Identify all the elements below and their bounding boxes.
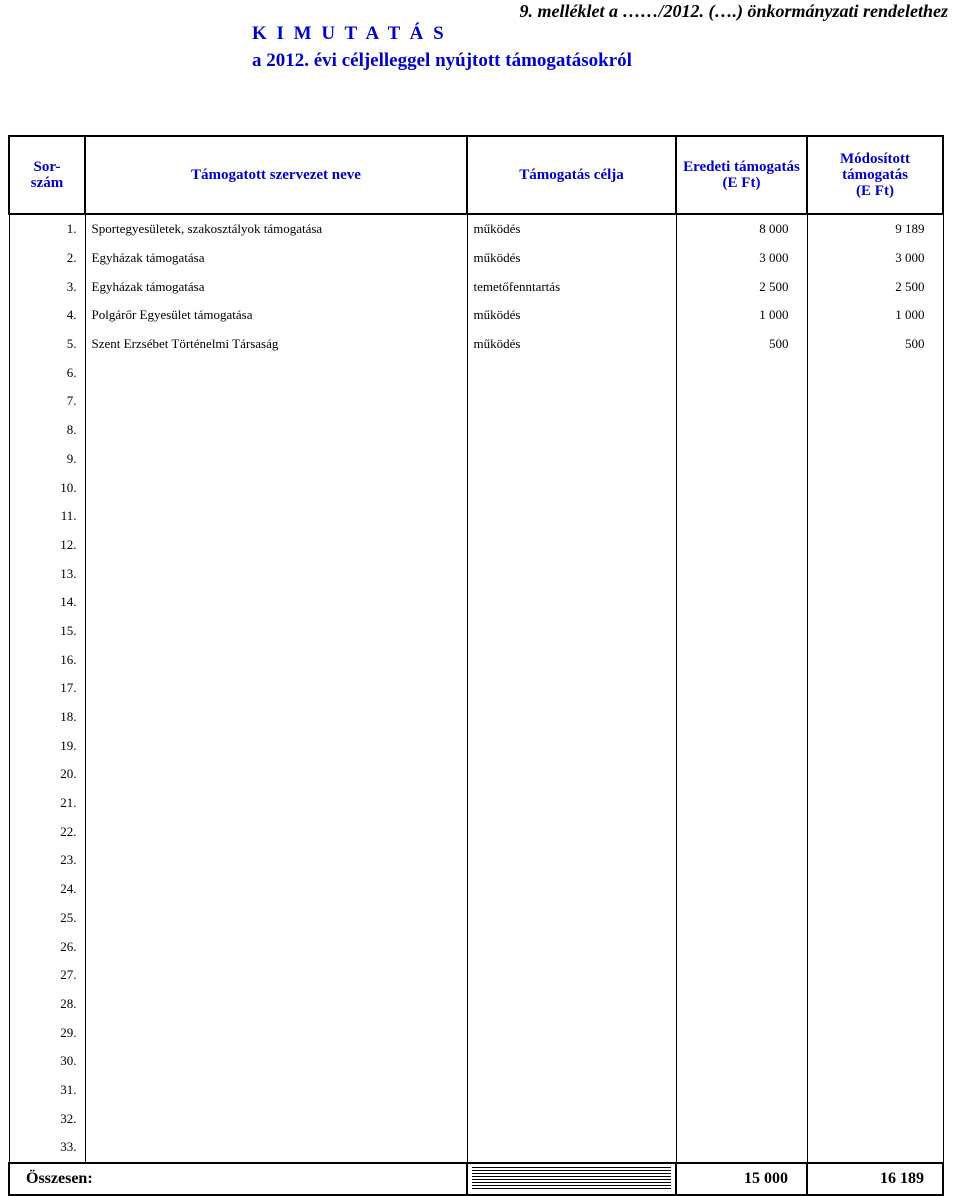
row-modified-amount	[807, 588, 943, 617]
row-purpose	[467, 875, 676, 904]
table-footer	[9, 1163, 943, 1195]
row-original-amount: 500	[676, 330, 807, 359]
table-row	[9, 244, 943, 273]
row-purpose	[467, 789, 676, 818]
row-purpose: működés	[467, 214, 676, 244]
row-organization-name	[85, 875, 467, 904]
total-label: Összesen:	[9, 1163, 467, 1195]
annex-reference: 9. melléklet a ……/2012. (….) önkormányzati rendelethez	[519, 1, 948, 21]
col-header-original	[676, 136, 807, 214]
row-modified-amount	[807, 846, 943, 875]
col-header-original-line2: (E Ft)	[722, 175, 761, 191]
row-organization-name	[85, 731, 467, 760]
total-hatched-cell	[467, 1163, 676, 1195]
row-original-amount	[676, 904, 807, 933]
row-number: 13.	[9, 559, 85, 588]
row-modified-amount	[807, 358, 943, 387]
row-modified-amount	[807, 932, 943, 961]
row-original-amount	[676, 674, 807, 703]
row-organization-name	[85, 1018, 467, 1047]
row-modified-amount: 1 000	[807, 301, 943, 330]
row-number: 28.	[9, 990, 85, 1019]
col-header-number-line1: Sor-	[33, 159, 61, 175]
row-organization-name	[85, 961, 467, 990]
row-organization-name	[85, 588, 467, 617]
row-original-amount	[676, 416, 807, 445]
row-original-amount	[676, 387, 807, 416]
row-number: 17.	[9, 674, 85, 703]
row-number: 16.	[9, 645, 85, 674]
row-number: 22.	[9, 817, 85, 846]
row-modified-amount	[807, 645, 943, 674]
row-original-amount: 8 000	[676, 214, 807, 244]
row-original-amount	[676, 731, 807, 760]
row-organization-name: Polgárőr Egyesület támogatása	[85, 301, 467, 330]
col-header-name: Támogatott szervezet neve	[85, 136, 467, 214]
row-number: 12.	[9, 531, 85, 560]
row-modified-amount	[807, 473, 943, 502]
row-original-amount	[676, 473, 807, 502]
row-number: 23.	[9, 846, 85, 875]
row-modified-amount: 500	[807, 330, 943, 359]
document-title: K I M U T A T Á S	[252, 23, 447, 44]
table-row	[9, 445, 943, 474]
row-original-amount: 3 000	[676, 244, 807, 273]
row-organization-name: Egyházak támogatása	[85, 272, 467, 301]
row-purpose: működés	[467, 301, 676, 330]
row-modified-amount	[807, 1133, 943, 1163]
row-original-amount	[676, 1104, 807, 1133]
row-original-amount	[676, 502, 807, 531]
row-number: 27.	[9, 961, 85, 990]
row-purpose	[467, 1076, 676, 1105]
row-organization-name	[85, 904, 467, 933]
row-modified-amount	[807, 674, 943, 703]
table-row	[9, 358, 943, 387]
table-row	[9, 990, 943, 1019]
row-number: 1.	[9, 214, 85, 244]
col-header-number-line2: szám	[30, 175, 64, 191]
row-modified-amount	[807, 1104, 943, 1133]
row-original-amount: 1 000	[676, 301, 807, 330]
row-number: 30.	[9, 1047, 85, 1076]
col-header-modified-line2: támogatás	[842, 167, 908, 183]
row-number: 2.	[9, 244, 85, 273]
table-row	[9, 1018, 943, 1047]
row-original-amount	[676, 846, 807, 875]
row-original-amount	[676, 789, 807, 818]
table-row	[9, 846, 943, 875]
row-modified-amount	[807, 416, 943, 445]
col-header-modified-line1: Módosított	[840, 151, 910, 167]
table-row	[9, 645, 943, 674]
row-organization-name	[85, 1047, 467, 1076]
row-organization-name	[85, 416, 467, 445]
table-header	[9, 136, 943, 214]
row-original-amount	[676, 1018, 807, 1047]
row-purpose: temetőfenntartás	[467, 272, 676, 301]
total-original: 15 000	[676, 1163, 807, 1195]
row-purpose	[467, 1104, 676, 1133]
row-organization-name	[85, 387, 467, 416]
table-row	[9, 703, 943, 732]
row-original-amount	[676, 990, 807, 1019]
row-modified-amount	[807, 875, 943, 904]
table-row	[9, 301, 943, 330]
row-purpose	[467, 760, 676, 789]
total-modified: 16 189	[807, 1163, 943, 1195]
col-header-original-line1: Eredeti támogatás	[683, 159, 800, 175]
row-purpose	[467, 588, 676, 617]
row-purpose	[467, 990, 676, 1019]
row-organization-name	[85, 789, 467, 818]
row-modified-amount	[807, 990, 943, 1019]
row-modified-amount	[807, 817, 943, 846]
row-modified-amount	[807, 502, 943, 531]
row-modified-amount	[807, 617, 943, 646]
row-modified-amount	[807, 961, 943, 990]
row-original-amount	[676, 445, 807, 474]
row-original-amount	[676, 617, 807, 646]
row-modified-amount	[807, 531, 943, 560]
table-row	[9, 1133, 943, 1163]
row-number: 10.	[9, 473, 85, 502]
row-number: 4.	[9, 301, 85, 330]
table-row	[9, 731, 943, 760]
row-modified-amount	[807, 703, 943, 732]
row-original-amount	[676, 875, 807, 904]
row-purpose	[467, 846, 676, 875]
row-purpose	[467, 932, 676, 961]
row-organization-name	[85, 990, 467, 1019]
row-organization-name	[85, 760, 467, 789]
table-row	[9, 932, 943, 961]
row-original-amount	[676, 760, 807, 789]
row-original-amount	[676, 961, 807, 990]
row-organization-name	[85, 1133, 467, 1163]
row-number: 25.	[9, 904, 85, 933]
table-row	[9, 875, 943, 904]
row-organization-name: Egyházak támogatása	[85, 244, 467, 273]
row-organization-name	[85, 1076, 467, 1105]
row-organization-name	[85, 645, 467, 674]
row-modified-amount	[807, 760, 943, 789]
row-purpose	[467, 961, 676, 990]
row-purpose	[467, 703, 676, 732]
row-modified-amount	[807, 731, 943, 760]
row-number: 11.	[9, 502, 85, 531]
row-organization-name: Sportegyesületek, szakosztályok támogatása	[85, 214, 467, 244]
row-number: 33.	[9, 1133, 85, 1163]
row-number: 26.	[9, 932, 85, 961]
row-number: 19.	[9, 731, 85, 760]
table-row	[9, 674, 943, 703]
row-organization-name	[85, 817, 467, 846]
row-number: 21.	[9, 789, 85, 818]
row-organization-name	[85, 932, 467, 961]
total-row	[9, 1163, 943, 1195]
row-original-amount	[676, 1076, 807, 1105]
row-number: 8.	[9, 416, 85, 445]
row-modified-amount	[807, 1018, 943, 1047]
row-purpose	[467, 559, 676, 588]
row-number: 20.	[9, 760, 85, 789]
row-organization-name	[85, 473, 467, 502]
table-row	[9, 588, 943, 617]
row-organization-name	[85, 703, 467, 732]
row-number: 32.	[9, 1104, 85, 1133]
row-modified-amount: 9 189	[807, 214, 943, 244]
row-organization-name	[85, 846, 467, 875]
table-row	[9, 502, 943, 531]
row-organization-name	[85, 674, 467, 703]
row-original-amount	[676, 1133, 807, 1163]
row-modified-amount	[807, 789, 943, 818]
row-number: 6.	[9, 358, 85, 387]
row-original-amount	[676, 1047, 807, 1076]
table-row	[9, 904, 943, 933]
table-row	[9, 272, 943, 301]
row-modified-amount: 2 500	[807, 272, 943, 301]
row-organization-name	[85, 559, 467, 588]
row-number: 3.	[9, 272, 85, 301]
row-organization-name	[85, 502, 467, 531]
row-purpose: működés	[467, 244, 676, 273]
table-row	[9, 531, 943, 560]
table-row	[9, 617, 943, 646]
row-purpose	[467, 502, 676, 531]
row-purpose	[467, 445, 676, 474]
table-row	[9, 330, 943, 359]
row-purpose	[467, 1047, 676, 1076]
table-row	[9, 1104, 943, 1133]
row-purpose	[467, 416, 676, 445]
document-subtitle: a 2012. évi céljelleggel nyújtott támogatásokról	[252, 50, 632, 71]
row-purpose	[467, 473, 676, 502]
table-row	[9, 214, 943, 244]
row-modified-amount	[807, 1047, 943, 1076]
col-header-modified	[807, 136, 943, 214]
row-organization-name: Szent Erzsébet Történelmi Társaság	[85, 330, 467, 359]
row-modified-amount: 3 000	[807, 244, 943, 273]
row-modified-amount	[807, 904, 943, 933]
row-original-amount	[676, 645, 807, 674]
table-body	[9, 214, 943, 1163]
col-header-number	[9, 136, 85, 214]
row-original-amount	[676, 817, 807, 846]
row-number: 15.	[9, 617, 85, 646]
row-original-amount	[676, 932, 807, 961]
row-purpose: működés	[467, 330, 676, 359]
row-number: 24.	[9, 875, 85, 904]
header-row	[9, 136, 943, 214]
row-modified-amount	[807, 1076, 943, 1105]
row-number: 31.	[9, 1076, 85, 1105]
row-original-amount	[676, 703, 807, 732]
table-row	[9, 789, 943, 818]
row-modified-amount	[807, 445, 943, 474]
row-purpose	[467, 358, 676, 387]
table-row	[9, 1076, 943, 1105]
table-row	[9, 961, 943, 990]
row-purpose	[467, 1133, 676, 1163]
col-header-purpose: Támogatás célja	[467, 136, 676, 214]
table-row	[9, 473, 943, 502]
row-organization-name	[85, 617, 467, 646]
row-number: 7.	[9, 387, 85, 416]
table-row	[9, 387, 943, 416]
row-original-amount	[676, 358, 807, 387]
row-number: 18.	[9, 703, 85, 732]
table-row	[9, 817, 943, 846]
row-organization-name	[85, 1104, 467, 1133]
row-purpose	[467, 731, 676, 760]
row-modified-amount	[807, 559, 943, 588]
grants-table	[8, 135, 944, 1196]
table-row	[9, 760, 943, 789]
table-row	[9, 1047, 943, 1076]
row-organization-name	[85, 445, 467, 474]
row-purpose	[467, 674, 676, 703]
row-original-amount	[676, 531, 807, 560]
row-purpose	[467, 387, 676, 416]
row-organization-name	[85, 358, 467, 387]
table-row	[9, 416, 943, 445]
row-original-amount	[676, 559, 807, 588]
row-number: 9.	[9, 445, 85, 474]
row-purpose	[467, 531, 676, 560]
row-original-amount: 2 500	[676, 272, 807, 301]
row-purpose	[467, 904, 676, 933]
row-original-amount	[676, 588, 807, 617]
table-row	[9, 559, 943, 588]
row-organization-name	[85, 531, 467, 560]
row-number: 29.	[9, 1018, 85, 1047]
row-number: 14.	[9, 588, 85, 617]
row-number: 5.	[9, 330, 85, 359]
col-header-modified-line3: (E Ft)	[856, 183, 894, 199]
row-modified-amount	[807, 387, 943, 416]
row-purpose	[467, 645, 676, 674]
row-purpose	[467, 617, 676, 646]
row-purpose	[467, 817, 676, 846]
row-purpose	[467, 1018, 676, 1047]
